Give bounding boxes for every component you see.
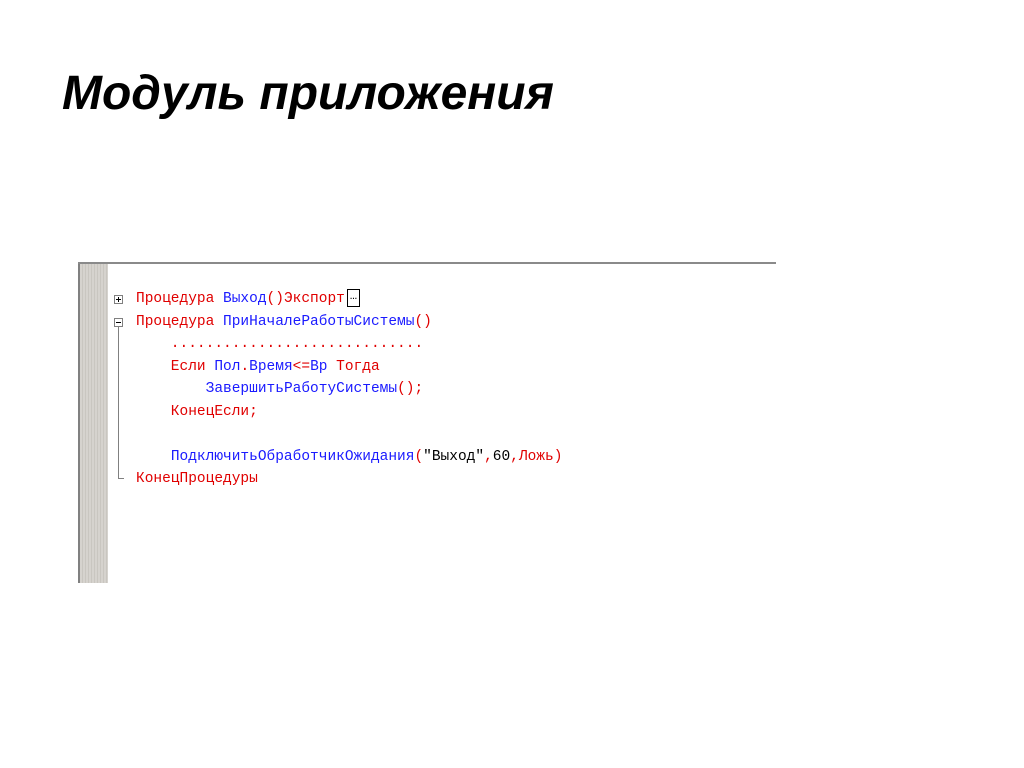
code-token: КонецЕсли; [136,403,258,420]
code-token [136,381,206,397]
code-token: Экспорт [283,291,345,307]
code-token: Пол [214,358,241,375]
code-token: () [266,291,284,307]
code-token: . [240,358,250,375]
fold-end-mark [118,478,124,479]
code-token: Вр [310,358,337,375]
collapse-icon[interactable] [114,318,123,327]
code-line[interactable] [136,288,562,311]
code-token: Время [249,358,293,375]
code-token: Выход [223,291,267,307]
code-line[interactable] [136,311,562,334]
code-token: ............................. [136,336,424,352]
code-token: ( [414,448,424,465]
code-token: ) [553,448,563,465]
code-token: ЗавершитьРаботуСистемы [205,381,398,397]
code-token: , [484,448,493,465]
code-line[interactable] [136,423,562,446]
expand-icon[interactable] [114,295,123,304]
code-editor[interactable] [78,262,776,583]
code-token: Процедура [136,313,224,330]
code-line[interactable] [136,378,562,401]
code-token: КонецПроцедуры [136,471,258,487]
code-token [136,449,171,465]
code-line[interactable] [136,356,562,379]
code-token: Процедура [136,291,224,307]
code-token: <= [292,358,311,375]
code-token: () [414,313,432,330]
code-text[interactable] [136,288,562,491]
code-token: Если [136,358,215,375]
code-line[interactable] [136,333,562,356]
slide-title: Модуль приложения [62,67,554,120]
code-token: Ложь [518,448,554,465]
fold-guide-line [118,327,119,478]
editor-gutter [78,264,108,583]
code-token: (); [397,381,424,397]
code-token: ПодключитьОбработчикОжидания [170,448,415,465]
code-token: Тогда [336,358,380,375]
code-token: 60 [492,448,511,465]
code-token: ПриНачалеРаботыСистемы [223,313,415,330]
fold-margin [108,264,132,583]
code-line[interactable] [136,446,562,469]
code-line[interactable] [136,468,562,491]
code-line[interactable] [136,401,562,424]
code-token: "Выход" [423,448,485,465]
code-token: , [510,448,519,465]
collapsed-block-marker[interactable]: … [347,289,360,307]
